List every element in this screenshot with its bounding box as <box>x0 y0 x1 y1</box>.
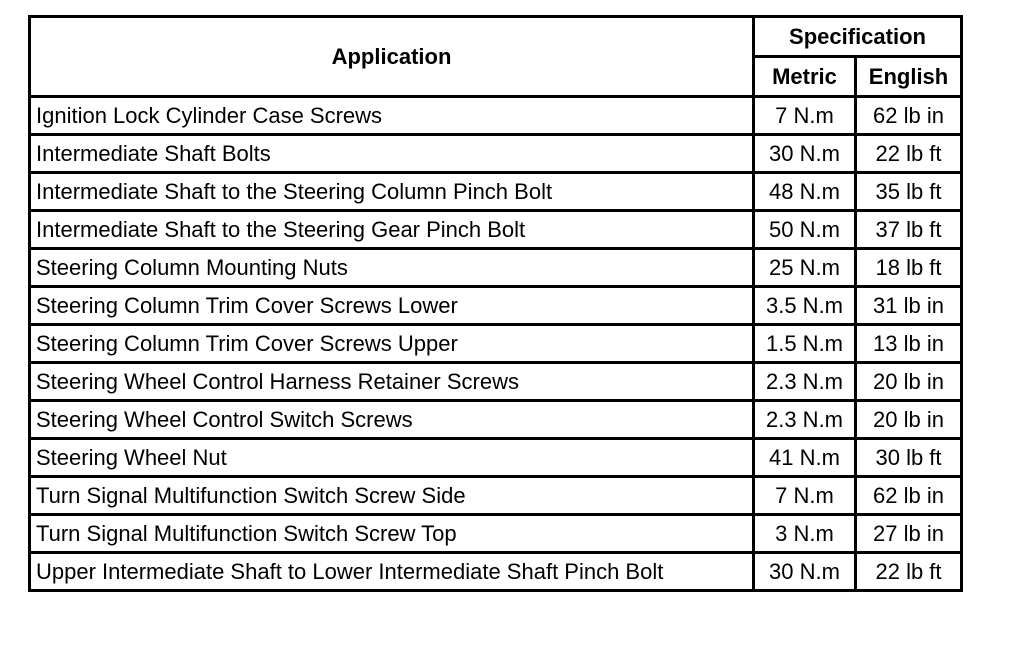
table-row <box>30 439 962 477</box>
application-cell: Steering Wheel Nut <box>30 439 754 477</box>
table-row <box>30 287 962 325</box>
english-cell: 30 lb ft <box>856 439 962 477</box>
english-cell: 62 lb in <box>856 477 962 515</box>
english-cell: 35 lb ft <box>856 173 962 211</box>
english-cell: 62 lb in <box>856 97 962 135</box>
table-row <box>30 249 962 287</box>
application-cell: Steering Wheel Control Harness Retainer Screws <box>30 363 754 401</box>
english-cell: 18 lb ft <box>856 249 962 287</box>
application-cell: Ignition Lock Cylinder Case Screws <box>30 97 754 135</box>
table-row <box>30 477 962 515</box>
english-cell: 13 lb in <box>856 325 962 363</box>
application-cell: Steering Column Trim Cover Screws Lower <box>30 287 754 325</box>
application-cell: Steering Wheel Control Switch Screws <box>30 401 754 439</box>
metric-cell: 2.3 N.m <box>754 363 856 401</box>
metric-cell: 3.5 N.m <box>754 287 856 325</box>
english-cell: 22 lb ft <box>856 553 962 591</box>
application-cell: Intermediate Shaft to the Steering Column Pinch Bolt <box>30 173 754 211</box>
application-cell: Turn Signal Multifunction Switch Screw Side <box>30 477 754 515</box>
metric-cell: 30 N.m <box>754 135 856 173</box>
application-header: Application <box>30 17 754 97</box>
specification-header: Specification <box>754 17 962 57</box>
english-header: English <box>856 57 962 97</box>
table-row <box>30 97 962 135</box>
metric-cell: 7 N.m <box>754 477 856 515</box>
application-cell: Steering Column Mounting Nuts <box>30 249 754 287</box>
fastener-specification-table <box>28 15 963 592</box>
table-row <box>30 401 962 439</box>
table-body <box>30 97 962 591</box>
english-cell: 22 lb ft <box>856 135 962 173</box>
metric-header: Metric <box>754 57 856 97</box>
table-row <box>30 363 962 401</box>
table-row <box>30 553 962 591</box>
table-row <box>30 211 962 249</box>
english-cell: 27 lb in <box>856 515 962 553</box>
table-row <box>30 325 962 363</box>
metric-cell: 48 N.m <box>754 173 856 211</box>
table-header <box>30 17 962 97</box>
table-row <box>30 173 962 211</box>
application-cell: Intermediate Shaft to the Steering Gear Pinch Bolt <box>30 211 754 249</box>
english-cell: 20 lb in <box>856 401 962 439</box>
metric-cell: 3 N.m <box>754 515 856 553</box>
metric-cell: 25 N.m <box>754 249 856 287</box>
english-cell: 31 lb in <box>856 287 962 325</box>
application-cell: Upper Intermediate Shaft to Lower Intermediate Shaft Pinch Bolt <box>30 553 754 591</box>
metric-cell: 2.3 N.m <box>754 401 856 439</box>
english-cell: 37 lb ft <box>856 211 962 249</box>
table-row <box>30 515 962 553</box>
metric-cell: 7 N.m <box>754 97 856 135</box>
metric-cell: 30 N.m <box>754 553 856 591</box>
application-cell: Steering Column Trim Cover Screws Upper <box>30 325 754 363</box>
metric-cell: 50 N.m <box>754 211 856 249</box>
metric-cell: 41 N.m <box>754 439 856 477</box>
application-cell: Turn Signal Multifunction Switch Screw Top <box>30 515 754 553</box>
table-row <box>30 135 962 173</box>
metric-cell: 1.5 N.m <box>754 325 856 363</box>
application-cell: Intermediate Shaft Bolts <box>30 135 754 173</box>
english-cell: 20 lb in <box>856 363 962 401</box>
